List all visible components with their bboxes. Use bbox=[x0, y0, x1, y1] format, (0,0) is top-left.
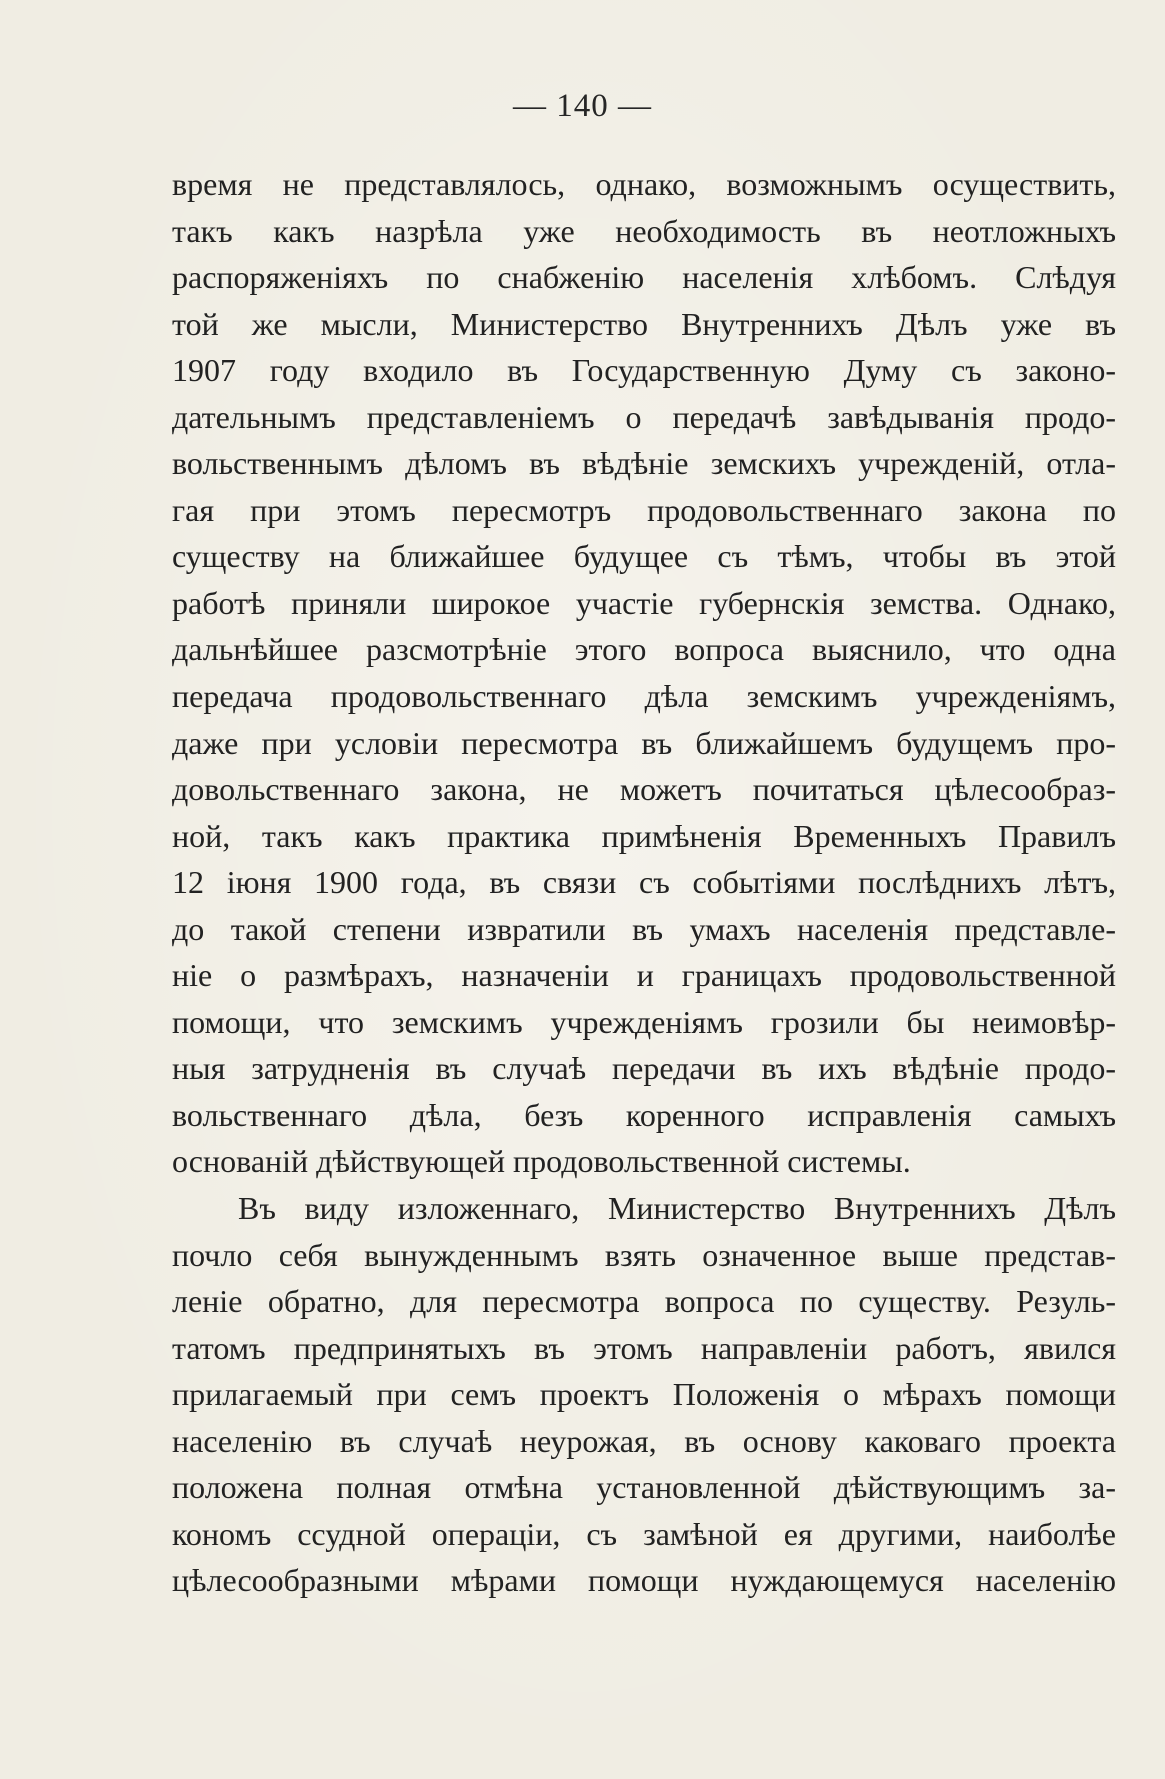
text-line: 1907 году входило въ Государственную Думу съ законо- bbox=[172, 352, 1116, 389]
text-line: 12 іюня 1900 года, въ связи съ событіями послѣднихъ лѣтъ, bbox=[172, 864, 1116, 901]
text-line: вольственнымъ дѣломъ въ вѣдѣніе земскихъ учрежденій, отла- bbox=[172, 445, 1116, 482]
text-line: ной, такъ какъ практика примѣненія Временныхъ Правилъ bbox=[172, 817, 1116, 854]
text-line: гая при этомъ пересмотръ продовольственнаго закона по bbox=[172, 491, 1116, 528]
text-line: довольственнаго закона, не можетъ почитаться цѣлесообраз- bbox=[172, 771, 1116, 808]
text-line: леніе обратно, для пересмотра вопроса по существу. Резуль- bbox=[172, 1283, 1116, 1320]
text-line: такъ какъ назрѣла уже необходимость въ неотложныхъ bbox=[172, 212, 1116, 249]
text-line: распоряженіяхъ по снабженію населенія хлѣбомъ. Слѣдуя bbox=[172, 259, 1116, 296]
text-line: положена полная отмѣна установленной дѣйствующимъ за- bbox=[172, 1469, 1116, 1506]
text-line: даже при условіи пересмотра въ ближайшемъ будущемъ про- bbox=[172, 724, 1116, 761]
text-line: дальнѣйшее разсмотрѣніе этого вопроса выяснило, что одна bbox=[172, 631, 1116, 668]
text-line: цѣлесообразными мѣрами помощи нуждающемуся населенію bbox=[172, 1562, 1116, 1599]
text-line: время не представлялось, однако, возможнымъ осуществить, bbox=[172, 166, 1116, 202]
text-line: основаній дѣйствующей продовольственной системы. bbox=[172, 1143, 911, 1180]
text-line: населенію въ случаѣ неурожая, въ основу каковаго проекта bbox=[172, 1422, 1116, 1459]
text-line: ніе о размѣрахъ, назначеніи и границахъ продовольственной bbox=[172, 957, 1116, 994]
paragraph-1 bbox=[172, 161, 1116, 1185]
body-text bbox=[172, 161, 1116, 1604]
text-line: помощи, что земскимъ учрежденіямъ грозили бы неимовѣр- bbox=[172, 1003, 1116, 1040]
text-line: кономъ ссудной операціи, съ замѣной ея другими, наиболѣе bbox=[172, 1515, 1116, 1552]
page-number: — 140 — bbox=[513, 88, 652, 124]
text-line: татомъ предпринятыхъ въ этомъ направленіи работъ, явился bbox=[172, 1329, 1116, 1366]
text-line: дательнымъ представленіемъ о передачѣ завѣдыванія продо- bbox=[172, 398, 1116, 435]
text-line: вольственнаго дѣла, безъ коренного исправленія самыхъ bbox=[172, 1096, 1116, 1133]
text-line: существу на ближайшее будущее съ тѣмъ, чтобы въ этой bbox=[172, 538, 1116, 575]
paragraph-2 bbox=[172, 1185, 1116, 1604]
text-line: до такой степени извратили въ умахъ населенія представле- bbox=[172, 910, 1116, 947]
text-line: той же мысли, Министерство Внутреннихъ Дѣлъ уже въ bbox=[172, 305, 1116, 342]
text-line: Въ виду изложеннаго, Министерство Внутреннихъ Дѣлъ bbox=[238, 1190, 1116, 1227]
text-line: передача продовольственнаго дѣла земскимъ учрежденіямъ, bbox=[172, 678, 1116, 715]
text-line: ныя затрудненія въ случаѣ передачи въ ихъ вѣдѣніе продо- bbox=[172, 1050, 1116, 1087]
text-line: почло себя вынужденнымъ взять означенное выше представ- bbox=[172, 1236, 1116, 1273]
text-line: прилагаемый при семъ проектъ Положенія о мѣрахъ помощи bbox=[172, 1376, 1116, 1413]
text-line: работѣ приняли широкое участіе губернскія земства. Однако, bbox=[172, 584, 1116, 621]
